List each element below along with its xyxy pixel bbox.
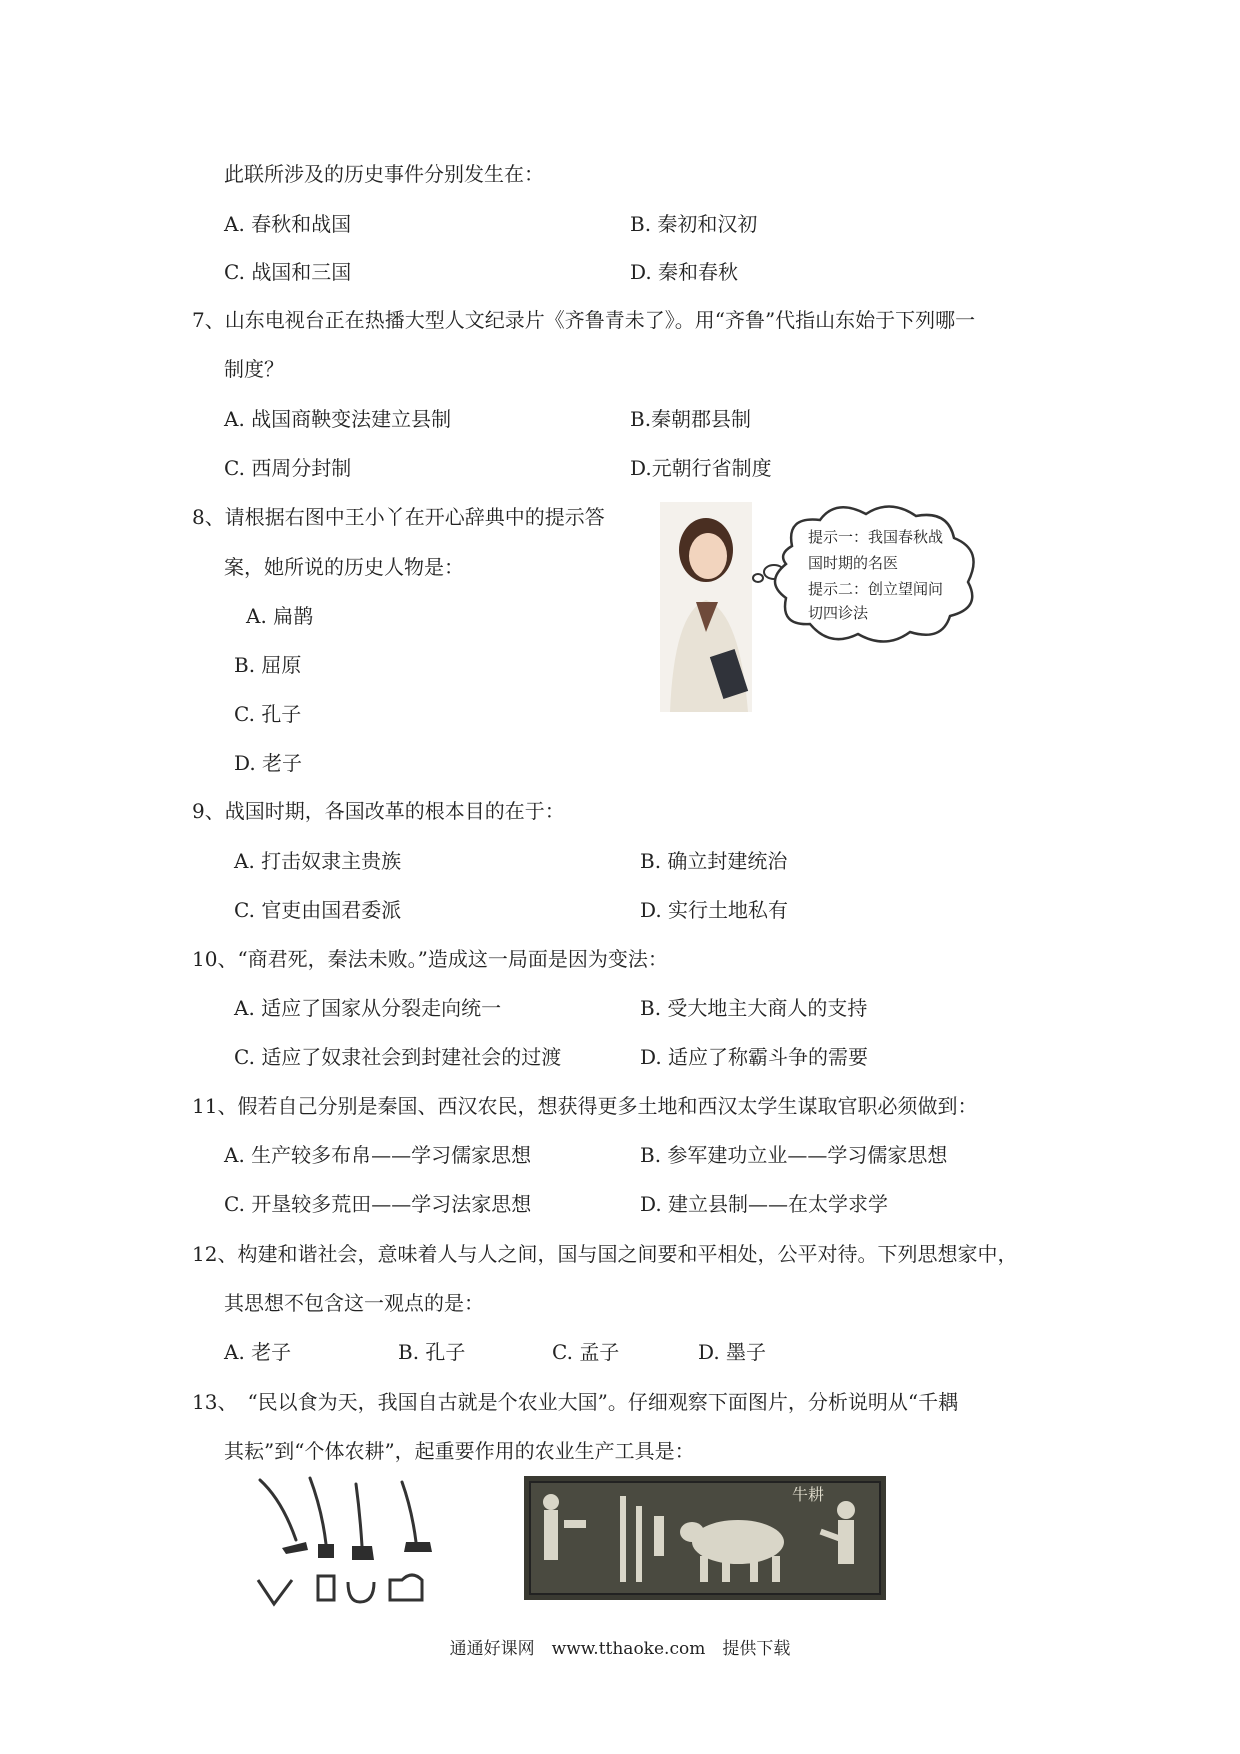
option-text: 建立县制——在太学求学	[668, 1192, 889, 1216]
option-text: 适应了奴隶社会到封建社会的过渡	[261, 1045, 562, 1069]
option-key: A.	[234, 849, 255, 873]
q10-stem: 10、“商君死，秦法未败。”造成这一局面是因为变法：	[192, 947, 668, 971]
option-text: 孔子	[261, 702, 302, 726]
q9-option-d	[640, 896, 788, 924]
option-key: A.	[224, 407, 245, 431]
option-key: A.	[224, 1340, 245, 1364]
option-text: 秦和春秋	[658, 260, 739, 284]
q11-option-b	[640, 1141, 947, 1169]
option-text: 元朝行省制度	[651, 456, 772, 480]
q6-stem-continuation: 此联所涉及的历史事件分别发生在：	[224, 162, 544, 186]
q7-stem: 7、山东电视台正在热播大型人文纪录片《齐鲁青未了》。用“齐鲁”代指山东始于下列哪一	[192, 308, 976, 332]
option-text: 墨子	[726, 1340, 767, 1364]
q11-option-d	[640, 1190, 888, 1218]
q12-option-c	[552, 1338, 619, 1366]
option-key: D.	[640, 898, 662, 922]
ox-plough-relief-illustration	[524, 1476, 886, 1600]
q6-option-a	[224, 210, 351, 238]
q6-option-c	[224, 258, 351, 286]
option-text: 适应了国家从分裂走向统一	[261, 996, 502, 1020]
bubble-line-4: 切四诊法	[808, 604, 869, 622]
option-text: 屈原	[261, 653, 302, 677]
option-key: D.	[698, 1340, 720, 1364]
option-text: 秦朝郡县制	[651, 407, 752, 431]
q12-stem: 12、构建和谐社会，意味着人与人之间，国与国之间要和平相处，公平对待。下列思想家中，	[192, 1242, 1018, 1266]
option-key: C.	[224, 260, 245, 284]
bubble-line-3: 提示二：创立望闻问	[808, 580, 944, 598]
option-text: 开垦较多荒田——学习法家思想	[251, 1192, 532, 1216]
option-text: 打击奴隶主贵族	[261, 849, 402, 873]
option-key: B.	[234, 653, 256, 677]
q10-option-d	[640, 1043, 868, 1071]
option-key: B.	[640, 849, 662, 873]
q8-stem: 8、请根据右图中王小丫在开心辞典中的提示答	[192, 505, 605, 529]
q10-option-b	[640, 994, 867, 1022]
option-text: 老子	[262, 751, 303, 775]
page-footer: 通通好课网 www.tthaoke.com 提供下载	[449, 1639, 791, 1659]
option-text: 受大地主大商人的支持	[667, 996, 868, 1020]
q9-option-b	[640, 847, 787, 875]
option-text: 参军建功立业——学习儒家思想	[667, 1143, 948, 1167]
q10-option-c	[234, 1043, 561, 1071]
option-text: 秦初和汉初	[657, 212, 758, 236]
option-key: A.	[234, 996, 255, 1020]
q8-option-b	[234, 651, 301, 679]
q12-option-a	[224, 1338, 291, 1366]
option-text: 扁鹊	[273, 604, 314, 628]
option-key: C.	[234, 1045, 255, 1069]
option-text: 老子	[251, 1340, 292, 1364]
q8-option-d	[234, 749, 302, 777]
option-text: 生产较多布帛——学习儒家思想	[251, 1143, 532, 1167]
q13-stem: 13、 “民以食为天，我国自古就是个农业大国”。仔细观察下面图片，分析说明从“千耦	[192, 1390, 959, 1414]
option-key: C.	[552, 1340, 573, 1364]
option-text: 适应了称霸斗争的需要	[668, 1045, 869, 1069]
q8-option-a	[246, 602, 313, 630]
presenter-thought-bubble-figure	[660, 502, 990, 712]
option-text: 确立封建统治	[667, 849, 788, 873]
option-key: D.	[640, 1192, 662, 1216]
q10-option-a	[234, 994, 501, 1022]
option-key: B.	[398, 1340, 420, 1364]
option-key: B.	[640, 996, 662, 1020]
q9-stem: 9、战国时期，各国改革的根本目的在于：	[192, 799, 565, 823]
option-key: B.	[630, 212, 652, 236]
option-key: D.	[234, 751, 256, 775]
q12-option-d	[698, 1338, 766, 1366]
option-key: A.	[246, 604, 267, 628]
option-key: B.	[630, 407, 652, 431]
option-key: D.	[630, 456, 652, 480]
presenter-illustration	[660, 502, 990, 712]
q12-stem-continuation: 其思想不包含这一观点的是：	[224, 1291, 484, 1315]
option-key: C.	[224, 1192, 245, 1216]
q11-option-c	[224, 1190, 531, 1218]
option-key: C.	[224, 456, 245, 480]
q8-option-c	[234, 700, 301, 728]
option-text: 春秋和战国	[251, 212, 352, 236]
q7-option-d	[630, 454, 772, 482]
option-key: A.	[224, 1143, 245, 1167]
q7-option-b	[630, 405, 751, 433]
q7-stem-continuation: 制度？	[224, 357, 284, 381]
q9-option-a	[234, 847, 401, 875]
relief-caption: 牛耕	[792, 1485, 825, 1504]
option-text: 战国商鞅变法建立县制	[251, 407, 452, 431]
option-key: C.	[234, 898, 255, 922]
bubble-line-2: 国时期的名医	[808, 554, 899, 572]
option-text: 实行土地私有	[668, 898, 789, 922]
option-key: A.	[224, 212, 245, 236]
q13-stem-continuation: 其耘”到“个体农耕”，起重要作用的农业生产工具是：	[224, 1439, 695, 1463]
option-key: D.	[630, 260, 652, 284]
farming-tools-figure	[252, 1470, 472, 1610]
option-text: 战国和三国	[251, 260, 352, 284]
farming-tools-illustration	[252, 1470, 472, 1610]
q9-option-c	[234, 896, 401, 924]
option-text: 西周分封制	[251, 456, 352, 480]
q7-option-a	[224, 405, 451, 433]
q11-stem: 11、假若自己分别是秦国、西汉农民，想获得更多土地和西汉太学生谋取官职必须做到：	[192, 1094, 978, 1118]
q6-option-b	[630, 210, 757, 238]
bubble-line-1: 提示一：我国春秋战	[808, 528, 944, 546]
option-text: 孔子	[425, 1340, 466, 1364]
q6-option-d	[630, 258, 738, 286]
q11-option-a	[224, 1141, 531, 1169]
option-key: D.	[640, 1045, 662, 1069]
option-key: C.	[234, 702, 255, 726]
option-key: B.	[640, 1143, 662, 1167]
q8-stem-continuation: 案，她所说的历史人物是：	[224, 555, 464, 579]
q7-option-c	[224, 454, 351, 482]
option-text: 官吏由国君委派	[261, 898, 402, 922]
ox-plough-relief-figure	[524, 1476, 886, 1600]
option-text: 孟子	[579, 1340, 620, 1364]
q12-option-b	[398, 1338, 465, 1366]
